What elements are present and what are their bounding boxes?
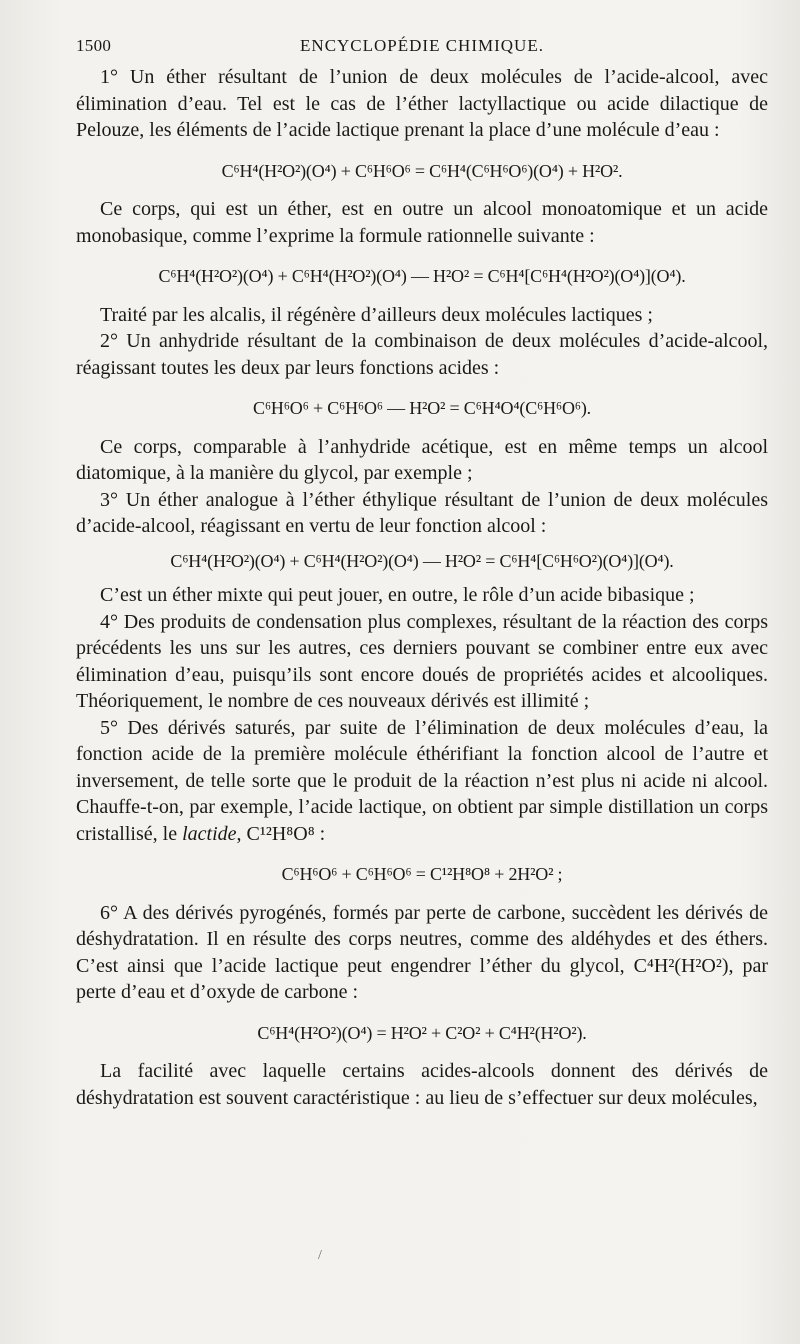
paragraph-item-1: 1° Un éther résultant de l’union de deux molécules de l’acide-alcool, avec élimination d’eau. Tel est le cas de l’éther lactyllactique ou acide dilactique de Pelouze, les éléments de l’acide lactique prenant la place d’une molécule d’eau : <box>76 66 768 141</box>
formula-1: C⁶H⁴(H²O²)(O⁴) + C⁶H⁶O⁶ = C⁶H⁴(C⁶H⁶O⁶)(O⁴) + H²O². <box>221 160 623 181</box>
paragraph-item-3: 3° Un éther analogue à l’éther éthylique résultant de l’union de deux molécules d’acide-alcool, réagissant en vertu de leur fonction alcool : <box>76 488 768 537</box>
paragraph-item-4: 4° Des produits de condensation plus complexes, résultant de la réaction des corps précédents les uns sur les autres, ces derniers pouvant se combiner entre eux avec élimination d’eau, puisqu’ils sont encore doués de propriétés acides et alcooliques. Théoriquement, le nombre de ces nouveaux dérivés est illimité ; <box>76 610 768 712</box>
formula-2: C⁶H⁴(H²O²)(O⁴) + C⁶H⁴(H²O²)(O⁴) — H²O² = C⁶H⁴[C⁶H⁴(H²O²)(O⁴)](O⁴). <box>158 266 686 286</box>
page-number: 1500 <box>76 36 112 55</box>
paragraph-item-6: 6° A des dérivés pyrogénés, formés par perte de carbone, succèdent les dérivés de déshydratation. Il en résulte des corps neutres, comme des aldéhydes et des éthers. C’est ainsi que l’acide lactique peut engendrer l’éther du glycol, C⁴H²(H²O²), par perte d’eau et d’oxyde de carbone : <box>76 901 768 1003</box>
formula-5: C⁶H⁶O⁶ + C⁶H⁶O⁶ = C¹²H⁸O⁸ + 2H²O² ; <box>281 864 563 884</box>
formula-6: C⁶H⁴(H²O²)(O⁴) = H²O² + C²O² + C⁴H²(H²O²). <box>257 1022 587 1043</box>
paragraph-item-2: 2° Un anhydride résultant de la combinaison de deux molécules d’acide-alcool, réagissant toutes les deux par leurs fonctions acides : <box>76 330 768 379</box>
lactide-term: lactide <box>182 822 237 845</box>
paragraph-item-5 <box>76 715 768 848</box>
formula-4: C⁶H⁴(H²O²)(O⁴) + C⁶H⁴(H²O²)(O⁴) — H²O² = C⁶H⁴[C⁶H⁶O²)(O⁴)](O⁴). <box>170 550 674 571</box>
paragraph-alkali-note: Traité par les alcalis, il régénère d’ailleurs deux molécules lactiques ; <box>100 303 653 326</box>
page-header <box>76 36 768 60</box>
paragraph-item-5-formula: , C¹²H⁸O⁸ : <box>236 822 326 845</box>
formula-3: C⁶H⁶O⁶ + C⁶H⁶O⁶ — H²O² = C⁶H⁴O⁴(C⁶H⁶O⁶). <box>253 398 591 418</box>
paragraph-item-5-text: 5° Des dérivés saturés, par suite de l’élimination de deux molécules d’eau, la fonction acide de la première molécule éthérifiant la fonction alcool de l’autre et inversement, de telle sorte que le produit de la réaction n’est plus ni acide ni alcool. Chauffe-t-on, par exemple, l’acide lactique, on obtient par simple distillation un corps cristallisé, le <box>76 716 768 845</box>
running-title: ENCYCLOPÉDIE CHIMIQUE. <box>300 36 544 55</box>
paragraph-ether-note: Ce corps, qui est un éther, est en outre un alcool monoatomique et un acide monobasique, comme l’exprime la formule rationnelle suivante : <box>76 198 768 247</box>
body-text <box>76 64 768 1111</box>
paragraph-anhydride-note: Ce corps, comparable à l’anhydride acétique, est en même temps un alcool diatomique, à la manière du glycol, par exemple ; <box>76 435 768 484</box>
paragraph-mixed-ether-note: C’est un éther mixte qui peut jouer, en outre, le rôle d’un acide bibasique ; <box>100 584 695 606</box>
stray-pen-mark: / <box>318 1248 322 1263</box>
paragraph-dehydration: La facilité avec laquelle certains acides-alcools donnent des dérivés de déshydratation est souvent caractéristique : au lieu de s’effectuer sur deux molécules, <box>76 1060 768 1109</box>
